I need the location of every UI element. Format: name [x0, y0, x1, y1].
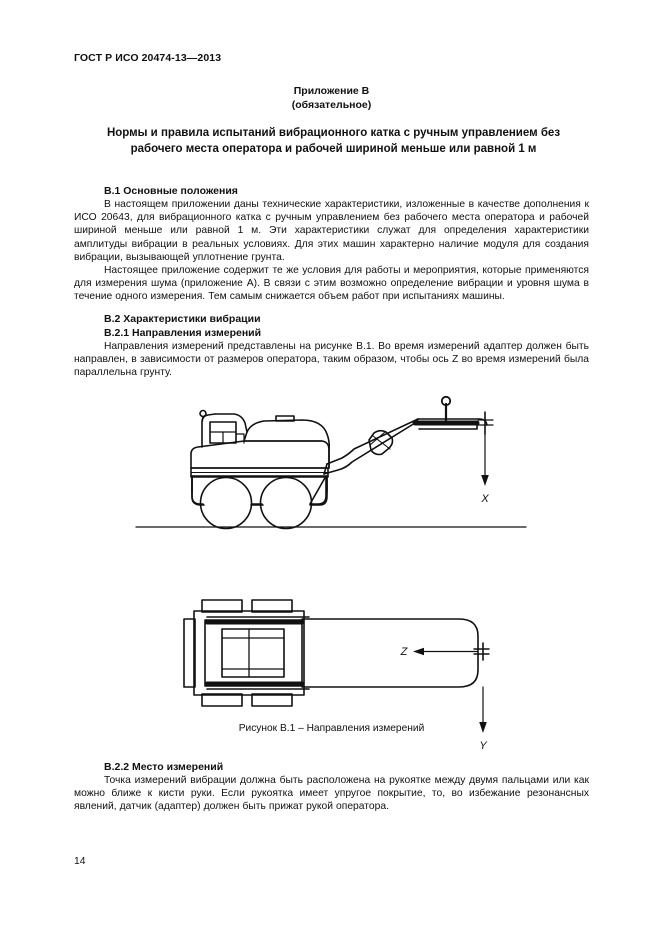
section-b1 [74, 184, 589, 304]
axis-label-x: X [481, 493, 489, 505]
section-b2 [74, 312, 589, 380]
figure-b1 [74, 392, 589, 752]
section-b22-heading: В.2.2 Место измерений [104, 761, 224, 773]
section-b2-heading: В.2 Характеристики вибрации [104, 313, 261, 325]
page-title: Нормы и правила испытаний вибрационного катка с ручным управлением без рабочего места оператора и рабочей шириной меньше или равной 1 м [106, 127, 561, 155]
annex-status: (обязательное) [291, 99, 372, 111]
document-standard-header: ГОСТ Р ИСО 20474-13—2013 [74, 52, 222, 64]
figure-b1-caption: Рисунок В.1 – Направления измерений [238, 723, 425, 734]
section-b1-paragraph-2: Настоящее приложение содержит те же условия для работы и мероприятия, которые применяются для измерения шума (приложение А). В связи с этим возможно определение вибрации и уровня шума в течение одного измерения. Тем самым снижается объем работ при испытаниях машины. [74, 265, 589, 303]
section-b21-paragraph-1: Направления измерений представлены на рисунке В.1. Во время измерений адаптер должен быть направлен, в зависимости от размеров оператора, таким образом, чтобы ось Z во время измерений была параллельна грунту. [74, 341, 589, 379]
section-b1-paragraph-1: В настоящем приложении даны технические характеристики, изложенные в качестве дополнения к ИСО 20643, для вибрационного катка с ручным управлением без рабочего места оператора и рабочей шириной меньше или равной 1 м. Эти характеристики служат для определения характеристики амплитуды вибрации в реальных условиях. Для этих машин характерно наличие модуля для создания вибрации, вызывающей уплотнение грунта. [74, 199, 589, 263]
section-b22 [74, 760, 589, 814]
annex-heading-block [74, 84, 589, 112]
section-b1-heading: В.1 Основные положения [104, 185, 238, 197]
page-content [74, 0, 589, 936]
axis-label-y: Y [479, 740, 487, 752]
page-number: 14 [74, 856, 86, 867]
side-view-group [136, 397, 526, 529]
section-b21-heading: В.2.1 Направления измерений [104, 327, 262, 339]
annex-label: Приложение В [293, 85, 370, 97]
section-b22-paragraph-1: Точка измерений вибрации должна быть расположена на рукоятке между двумя пальцами или как можно ближе к кисти руки. Если рукоятка имеет упругое покрытие, то, во избежание резонансных явлений, датчик (адаптер) должен быть прижат рукой оператора. [74, 775, 589, 813]
axis-label-z: Z [400, 646, 408, 658]
figure-b1-drawing [74, 392, 589, 752]
